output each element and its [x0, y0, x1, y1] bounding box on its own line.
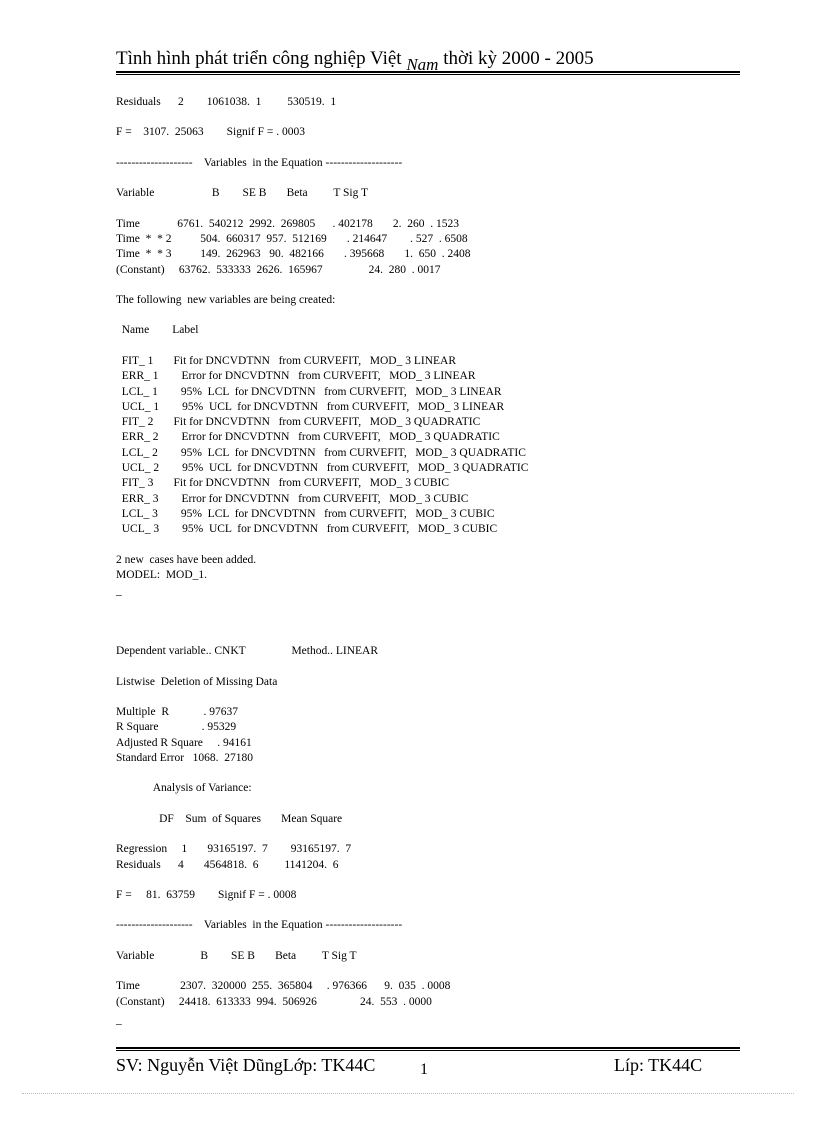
output-line: (Constant) 24418. 613333 994. 506926 24. 553 . 0000 [116, 996, 432, 1008]
footer-rule [116, 1047, 740, 1051]
footer-student: SV: Nguyễn Việt DũngLớp: TK44C [116, 1055, 376, 1075]
output-line: Time * * 3 149. 262963 90. 482166 . 395668 1. 650 . 2408 [116, 248, 471, 260]
output-line: ERR_ 3 Error for DNCVDTNN from CURVEFIT, MOD_ 3 CUBIC [116, 493, 469, 505]
output-line: R Square . 95329 [116, 721, 237, 733]
footer-class: Líp: TK44C [614, 1055, 703, 1075]
output-line: FIT_ 1 Fit for DNCVDTNN from CURVEFIT, MOD_ 3 LINEAR [116, 355, 457, 367]
output-line: ERR_ 1 Error for DNCVDTNN from CURVEFIT, MOD_ 3 LINEAR [116, 370, 476, 382]
output-line: Variable B SE B Beta T Sig T [116, 950, 357, 962]
header-title-script: Nam [406, 55, 439, 74]
output-line: FIT_ 2 Fit for DNCVDTNN from CURVEFIT, MOD_ 3 QUADRATIC [116, 416, 481, 428]
header-title-part1: Tình hình phát triển công nghiệp Việt [116, 48, 407, 69]
output-line: ERR_ 2 Error for DNCVDTNN from CURVEFIT, MOD_ 3 QUADRATIC [116, 431, 500, 443]
output-line: Dependent variable.. CNKT Method.. LINEAR [116, 645, 379, 657]
output-line: Time 6761. 540212 2992. 269805 . 402178 2. 260 . 1523 [116, 218, 459, 230]
page-header [116, 48, 740, 74]
output-line: UCL_ 1 95% UCL for DNCVDTNN from CURVEFIT, MOD_ 3 LINEAR [116, 401, 505, 413]
output-line: Listwise Deletion of Missing Data [116, 676, 278, 688]
output-line: MODEL: MOD_1. [116, 569, 208, 581]
output-line: Residuals 4 4564818. 6 1141204. 6 [116, 859, 339, 871]
output-line: _ [116, 1014, 122, 1026]
page-number: 1 [420, 1061, 428, 1078]
output-line: Time * * 2 504. 660317 957. 512169 . 214647 . 527 . 6508 [116, 233, 468, 245]
output-line: DF Sum of Squares Mean Square [116, 813, 343, 825]
output-line: Residuals 2 1061038. 1 530519. 1 [116, 96, 337, 108]
output-line: _ [116, 585, 122, 597]
header-title-part2: thời kỳ 2000 - 2005 [438, 48, 594, 69]
output-line: LCL_ 1 95% LCL for DNCVDTNN from CURVEFIT, MOD_ 3 LINEAR [116, 386, 502, 398]
output-line: -------------------- Variables in the Equation -------------------- [116, 919, 403, 931]
output-line: Adjusted R Square . 94161 [116, 737, 252, 749]
output-line: LCL_ 3 95% LCL for DNCVDTNN from CURVEFIT, MOD_ 3 CUBIC [116, 508, 495, 520]
output-line: The following new variables are being created: [116, 294, 336, 306]
output-line: (Constant) 63762. 533333 2626. 165967 24. 280 . 0017 [116, 264, 441, 276]
page-break-line [22, 1093, 794, 1094]
output-line: Variable B SE B Beta T Sig T [116, 187, 369, 199]
output-line: 2 new cases have been added. [116, 554, 257, 566]
output-line: Name Label [116, 324, 199, 336]
output-line: Regression 1 93165197. 7 93165197. 7 [116, 843, 352, 855]
output-line: Multiple R . 97637 [116, 706, 239, 718]
output-line: F = 81. 63759 Signif F = . 0008 [116, 889, 297, 901]
output-line: LCL_ 2 95% LCL for DNCVDTNN from CURVEFIT, MOD_ 3 QUADRATIC [116, 447, 526, 459]
output-line: Standard Error 1068. 27180 [116, 752, 254, 764]
output-line: Time 2307. 320000 255. 365804 . 976366 9. 035 . 0008 [116, 980, 451, 992]
output-line: UCL_ 2 95% UCL for DNCVDTNN from CURVEFIT, MOD_ 3 QUADRATIC [116, 462, 529, 474]
output-line: F = 3107. 25063 Signif F = . 0003 [116, 126, 306, 138]
output-line: FIT_ 3 Fit for DNCVDTNN from CURVEFIT, MOD_ 3 CUBIC [116, 477, 450, 489]
output-line: Analysis of Variance: [116, 782, 252, 794]
output-line: UCL_ 3 95% UCL for DNCVDTNN from CURVEFIT, MOD_ 3 CUBIC [116, 523, 498, 535]
output-line: -------------------- Variables in the Equation -------------------- [116, 157, 403, 169]
header-rule [116, 71, 740, 75]
